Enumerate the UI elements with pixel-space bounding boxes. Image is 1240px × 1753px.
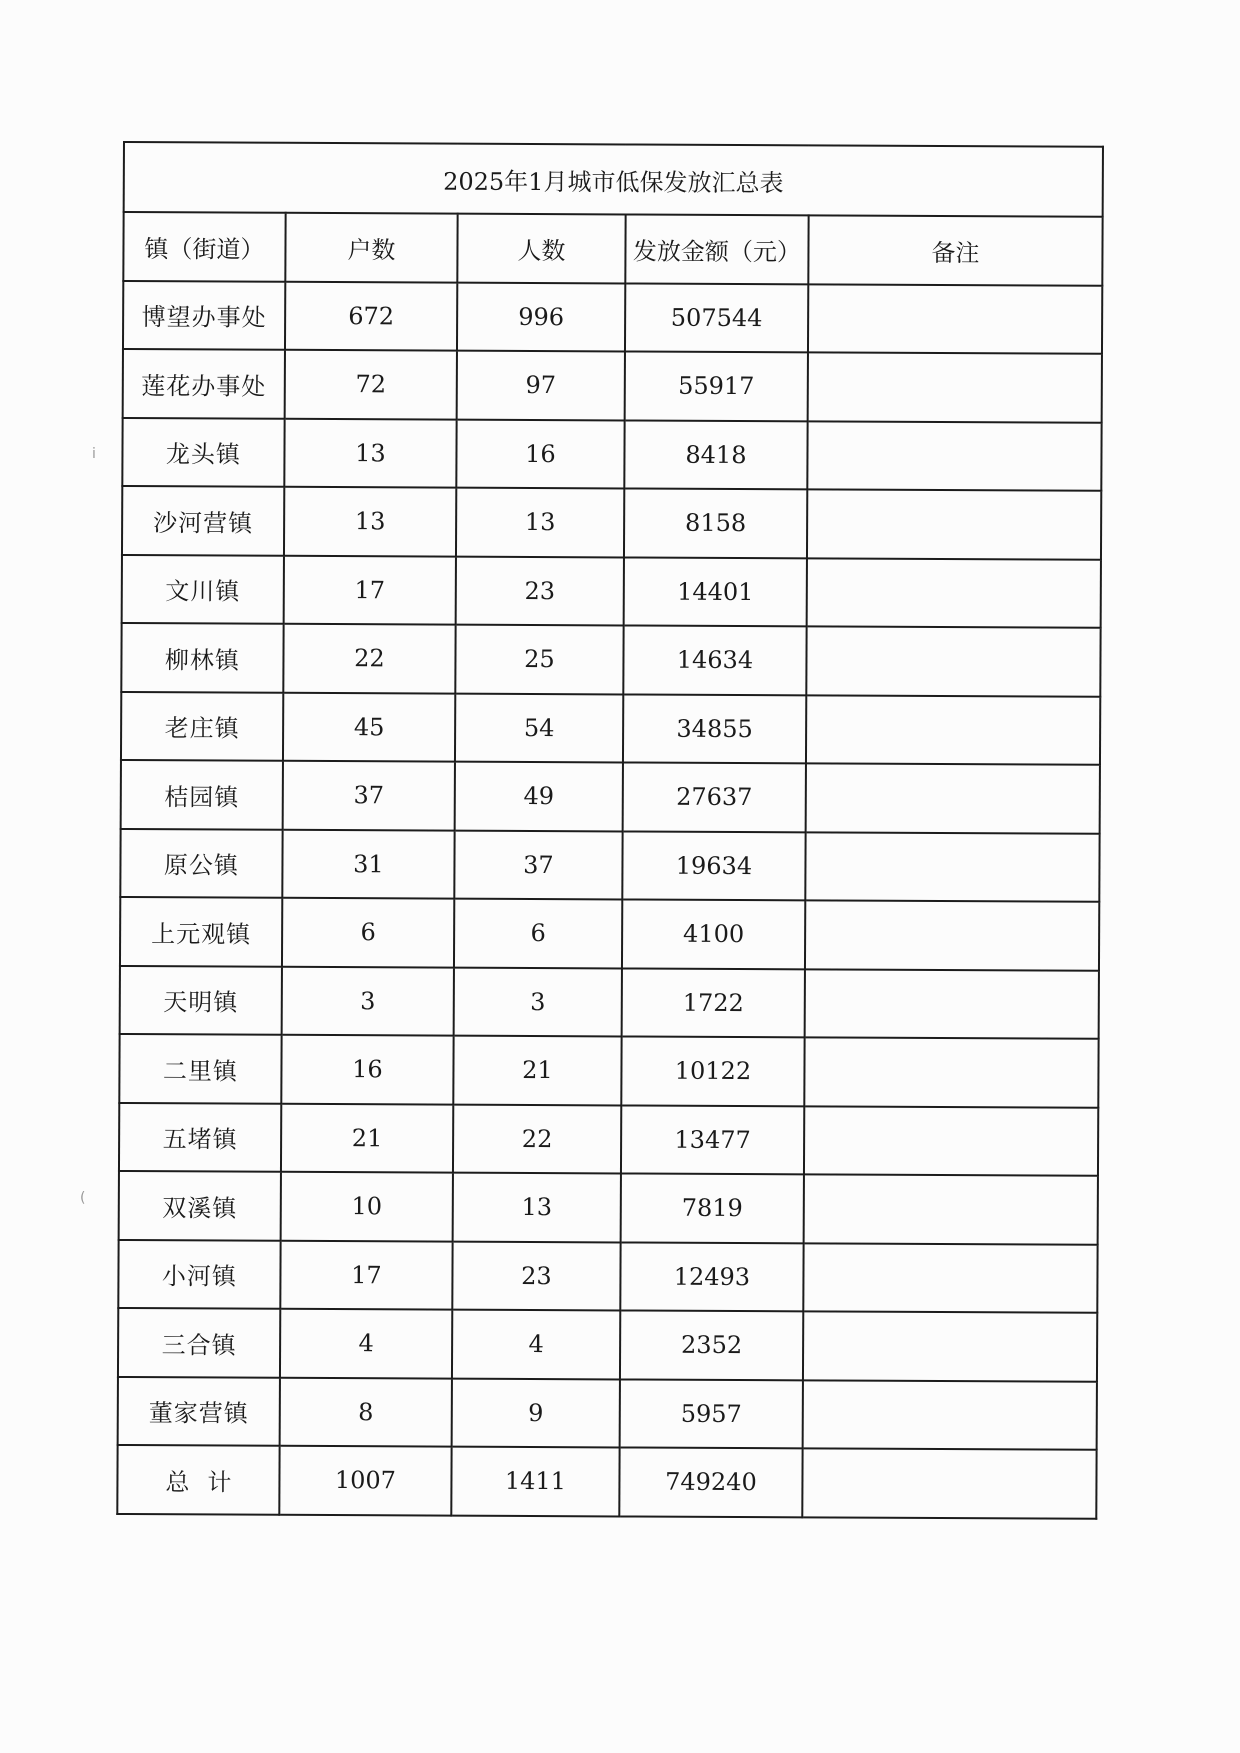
note-cell: [807, 489, 1101, 559]
table-row: [119, 1171, 1098, 1244]
people-cell: 3: [454, 967, 622, 1036]
town-cell: 老庄镇: [121, 691, 283, 760]
households-cell: 10: [281, 1172, 453, 1241]
households-cell: 13: [284, 418, 456, 487]
header-row: [123, 212, 1102, 285]
people-cell: 97: [457, 351, 625, 420]
note-cell: [805, 900, 1099, 970]
town-cell: 小河镇: [118, 1239, 280, 1308]
people-cell: 13: [456, 488, 624, 557]
summary-table: [116, 141, 1104, 1519]
town-cell: 柳林镇: [121, 623, 283, 692]
table-row: [123, 281, 1102, 354]
header-note: 备注: [808, 215, 1102, 285]
note-cell: [805, 832, 1099, 902]
amount-cell: 2352: [620, 1310, 803, 1379]
households-cell: 3: [282, 966, 454, 1035]
table-row: [122, 554, 1101, 627]
people-cell: 6: [454, 899, 622, 968]
amount-cell: 19634: [622, 831, 805, 900]
people-cell: 13: [453, 1173, 621, 1242]
households-cell: 31: [282, 829, 454, 898]
table-row: [121, 623, 1100, 696]
people-cell: 4: [452, 1310, 620, 1379]
table-row: [123, 349, 1102, 422]
scan-artifact: (: [80, 1190, 86, 1206]
title-row: [124, 142, 1103, 217]
amount-cell: 10122: [621, 1036, 804, 1105]
town-cell: 二里镇: [119, 1034, 281, 1103]
town-cell: 原公镇: [120, 828, 282, 897]
note-cell: [808, 352, 1102, 422]
town-cell: 博望办事处: [123, 281, 285, 350]
total-label: 总计: [117, 1445, 279, 1514]
town-cell: 董家营镇: [118, 1376, 280, 1445]
table-row: [120, 828, 1099, 901]
amount-cell: 8418: [624, 420, 807, 489]
table-row: [118, 1308, 1097, 1381]
note-cell: [803, 1380, 1097, 1450]
amount-cell: 1722: [622, 968, 805, 1037]
table-row: [122, 418, 1101, 491]
people-cell: 23: [456, 556, 624, 625]
town-cell: 天明镇: [120, 965, 282, 1034]
table-row: [121, 760, 1100, 833]
note-cell: [804, 1174, 1098, 1244]
note-cell: [806, 763, 1100, 833]
people-cell: 54: [455, 693, 623, 762]
note-cell: [806, 695, 1100, 765]
households-cell: 672: [285, 281, 457, 350]
town-cell: 龙头镇: [122, 418, 284, 487]
table-title: 2025年1月城市低保发放汇总表: [124, 142, 1103, 217]
table-row: [118, 1376, 1097, 1449]
town-cell: 莲花办事处: [123, 349, 285, 418]
note-cell: [804, 1037, 1098, 1107]
households-cell: 37: [283, 761, 455, 830]
total-row: [117, 1445, 1096, 1518]
people-cell: 996: [457, 282, 625, 351]
households-cell: 17: [280, 1240, 452, 1309]
town-cell: 上元观镇: [120, 897, 282, 966]
amount-cell: 34855: [623, 694, 806, 763]
town-cell: 桔园镇: [121, 760, 283, 829]
households-cell: 16: [281, 1035, 453, 1104]
people-cell: 9: [452, 1378, 620, 1447]
people-cell: 23: [452, 1241, 620, 1310]
town-cell: 三合镇: [118, 1308, 280, 1377]
people-cell: 25: [455, 625, 623, 694]
amount-cell: 13477: [621, 1105, 804, 1174]
header-amount: 发放金额（元）: [625, 214, 808, 283]
note-cell: [807, 421, 1101, 491]
amount-cell: 507544: [625, 283, 808, 352]
table-row: [119, 1102, 1098, 1175]
households-cell: 8: [280, 1377, 452, 1446]
town-cell: 五堵镇: [119, 1102, 281, 1171]
note-cell: [805, 969, 1099, 1039]
table-row: [120, 965, 1099, 1038]
people-cell: 37: [454, 830, 622, 899]
households-cell: 17: [284, 555, 456, 624]
note-cell: [808, 284, 1102, 354]
households-cell: 4: [280, 1309, 452, 1378]
header-town: 镇（街道）: [123, 212, 285, 281]
amount-cell: 55917: [625, 351, 808, 420]
amount-cell: 4100: [622, 899, 805, 968]
total-households: 1007: [279, 1446, 451, 1515]
note-cell: [803, 1243, 1097, 1313]
note-cell: [807, 558, 1101, 628]
town-cell: 沙河营镇: [122, 486, 284, 555]
households-cell: 21: [281, 1103, 453, 1172]
total-amount: 749240: [619, 1447, 802, 1516]
total-people: 1411: [451, 1447, 619, 1516]
town-cell: 文川镇: [122, 554, 284, 623]
table-row: [121, 691, 1100, 764]
amount-cell: 14634: [623, 625, 806, 694]
note-cell: [804, 1106, 1098, 1176]
town-cell: 双溪镇: [119, 1171, 281, 1240]
summary-table-wrap: [116, 141, 1116, 1519]
households-cell: 72: [285, 350, 457, 419]
note-cell: [806, 626, 1100, 696]
table-row: [118, 1239, 1097, 1312]
households-cell: 6: [282, 898, 454, 967]
people-cell: 22: [453, 1104, 621, 1173]
people-cell: 16: [456, 419, 624, 488]
amount-cell: 27637: [623, 762, 806, 831]
header-households: 户数: [285, 213, 457, 282]
scan-artifact: ⅰ: [92, 446, 96, 462]
table-row: [120, 897, 1099, 970]
people-cell: 49: [455, 762, 623, 831]
amount-cell: 8158: [624, 488, 807, 557]
header-people: 人数: [457, 214, 625, 283]
people-cell: 21: [453, 1036, 621, 1105]
table-row: [122, 486, 1101, 559]
households-cell: 13: [284, 487, 456, 556]
amount-cell: 12493: [620, 1242, 803, 1311]
total-note: [802, 1448, 1096, 1518]
households-cell: 45: [283, 692, 455, 761]
amount-cell: 7819: [621, 1173, 804, 1242]
note-cell: [803, 1311, 1097, 1381]
amount-cell: 14401: [624, 557, 807, 626]
table-row: [119, 1034, 1098, 1107]
amount-cell: 5957: [620, 1379, 803, 1448]
households-cell: 22: [283, 624, 455, 693]
